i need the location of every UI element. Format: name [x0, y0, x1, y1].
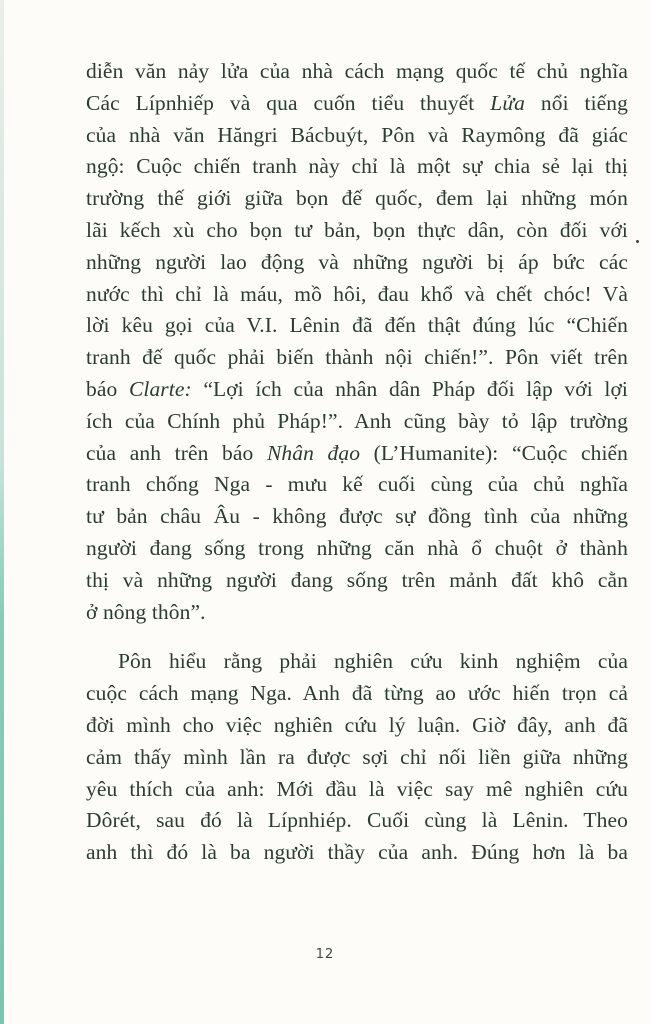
text-line: của anh trên báo Nhân đạo (L’Humanite): “Cuộc chiến — [86, 440, 629, 465]
print-speck — [636, 240, 639, 243]
text-line: diễn văn nảy lửa của nhà cách mạng quốc tế chủ nghĩa — [86, 59, 628, 83]
text-line: Pôn hiểu rằng phải nghiên cứu kinh nghiệm của — [118, 649, 628, 674]
text-line: ngộ: Cuộc chiến tranh này chỉ là một sự chia sẻ lại thị — [86, 154, 628, 179]
page-edge-strip — [0, 0, 4, 1024]
text-line: nước thì chỉ là máu, mồ hôi, đau khổ và chết chóc! Và — [86, 281, 628, 306]
paragraph-gap — [86, 628, 628, 646]
text-line: ở nông thôn”. — [86, 599, 206, 624]
text-line: đời mình cho việc nghiên cứu lý luận. Giờ đây, anh đã — [86, 712, 628, 737]
text-line: yêu thích của anh: Mới đầu là việc say mê nghiên cứu — [86, 776, 628, 801]
text-line: báo Clarte: “Lợi ích của nhân dân Pháp đối lập với lợi — [86, 376, 628, 401]
text-line: lãi kếch xù cho bọn tư bản, bọn thực dân, còn đối với — [86, 217, 628, 242]
text-line: Các Lípnhiếp và qua cuốn tiểu thuyết Lửa nổi tiếng — [86, 90, 629, 115]
text-line: cuộc cách mạng Nga. Anh đã từng ao ước hiến trọn cả — [86, 681, 628, 706]
text-line: tư bản châu Âu - không được sự đồng tình của những — [86, 504, 628, 529]
text-line: cảm thấy mình lần ra được sợi chỉ nối liền giữa những — [86, 744, 628, 769]
book-page-body — [86, 56, 628, 869]
text-line: anh thì đó là ba người thầy của anh. Đúng hơn là ba — [86, 840, 628, 865]
text-line: Dôrét, sau đó là Lípnhiép. Cuối cùng là Lênin. Theo — [86, 808, 628, 833]
text-line: trường thế giới giữa bọn đế quốc, đem lại những món — [86, 186, 628, 211]
text-line: những người lao động và những người bị áp bức các — [86, 249, 628, 274]
text-line: lời kêu gọi của V.I. Lênin đã đến thật đúng lúc “Chiến — [86, 313, 628, 338]
paragraph-1 — [86, 56, 628, 628]
paragraph-2 — [86, 646, 628, 869]
text-line: thị và những người đang sống trên mảnh đất khô cằn — [86, 567, 628, 592]
page-number: 12 — [315, 947, 335, 962]
text-line: người đang sống trong những căn nhà ổ chuột ở thành — [86, 535, 628, 560]
text-line: của nhà văn Hăngri Bácbuýt, Pôn và Raymông đã giác — [86, 122, 628, 147]
text-line: tranh chống Nga - mưu kế cuối cùng của chủ nghĩa — [86, 472, 628, 497]
text-line: ích của Chính phủ Pháp!”. Anh cũng bày tỏ lập trường — [86, 408, 628, 433]
text-line: tranh đế quốc phải biến thành nội chiến!”. Pôn viết trên — [86, 345, 628, 370]
